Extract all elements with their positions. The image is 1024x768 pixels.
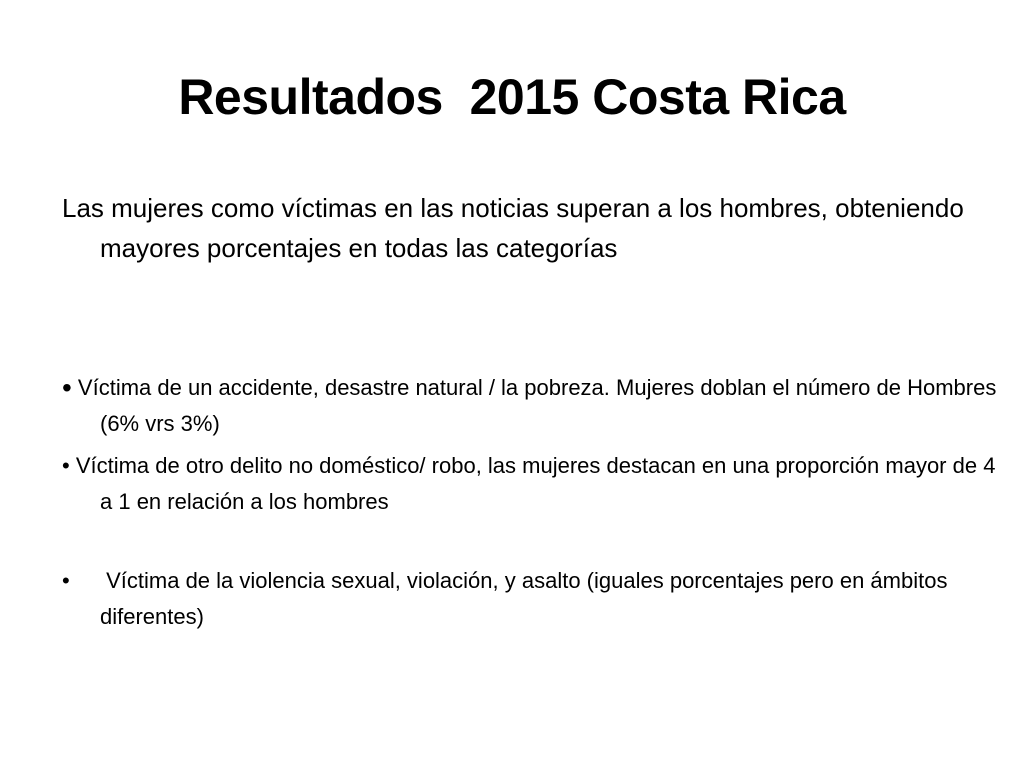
bullet-robbery <box>62 448 1010 520</box>
intro-paragraph: Las mujeres como víctimas en las noticias superan a los hombres, obteniendo mayores porcentajes en todas las categorías <box>62 193 964 263</box>
bullet-sexual-violence <box>62 563 1010 635</box>
bullet-accident <box>62 370 1010 442</box>
bullet-text: Víctima de la violencia sexual, violación, y asalto (iguales porcentajes pero en ámbitos diferentes) <box>100 568 948 629</box>
bullet-marker: • <box>62 453 70 478</box>
bullet-marker: • <box>62 372 72 403</box>
bullet-text: Víctima de un accidente, desastre natural / la pobreza. Mujeres doblan el número de Hombres (6% vrs 3%) <box>71 375 997 436</box>
bullet-marker: • <box>62 568 70 593</box>
bullet-text: Víctima de otro delito no doméstico/ robo, las mujeres destacan en una proporción mayor de 4 a 1 en relación a los hombres <box>69 453 996 514</box>
slide-title: Resultados 2015 Costa Rica <box>178 69 846 125</box>
